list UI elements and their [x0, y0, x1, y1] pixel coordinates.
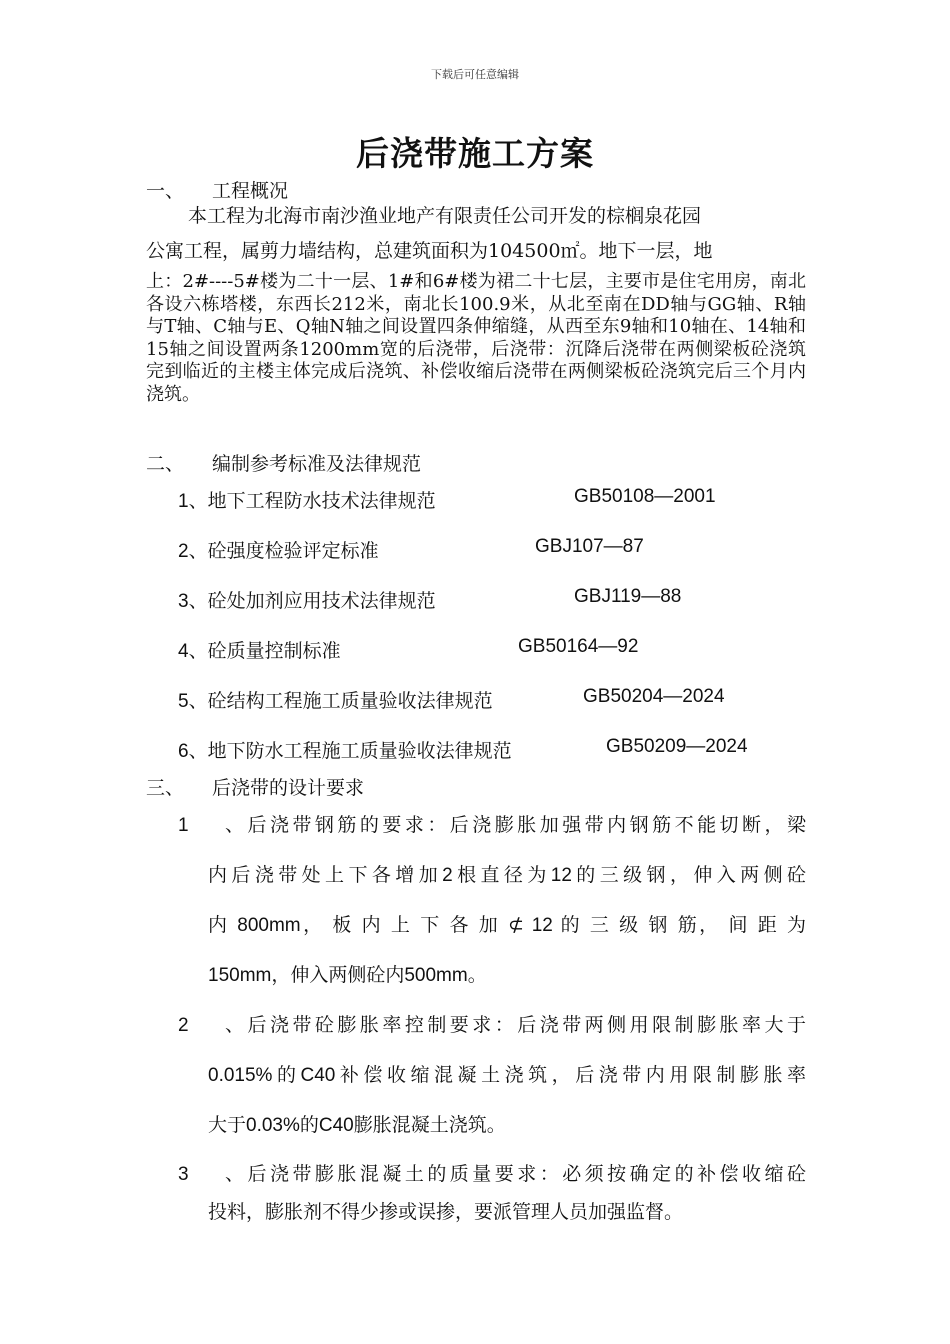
section-heading-overview — [146, 176, 288, 203]
standard-code: GB50209—2024 — [606, 736, 748, 757]
standard-item — [178, 536, 644, 563]
standard-code: GB50164—92 — [518, 636, 639, 657]
overview-text: 本工程为北海市南沙渔业地产有限责任公司开发的棕榈泉花园 — [188, 205, 702, 227]
section-label: 后浇带的设计要求 — [212, 777, 365, 799]
overview-line-1 — [146, 201, 806, 228]
overview-line-2: 公寓工程，属剪力墙结构，总建筑面积为104500㎡。地下一层，地 — [146, 240, 713, 262]
requirement-text: 后浇带钢筋的要求：后浇膨胀加强带内钢筋不能切断，梁 — [244, 815, 806, 836]
document-title: 后浇带施工方案 — [356, 134, 594, 173]
requirement-3-line-2: 投料，膨胀剂不得少掺或误掺，要派管理人员加强监督。 — [208, 1202, 684, 1223]
page-header-note: 下载后可任意编辑 — [431, 68, 519, 81]
standard-name: 6、地下防水工程施工质量验收法律规范 — [178, 741, 512, 762]
standard-item — [178, 736, 748, 763]
section-label: 编制参考标准及法律规范 — [212, 453, 422, 475]
section-number: 二、 — [146, 453, 185, 475]
standard-name: 5、砼结构工程施工质量验收法律规范 — [178, 691, 493, 712]
requirement-number: 1、 — [178, 815, 244, 836]
overview-body: 上：2#----5#楼为二十一层、1#和6#楼为裙二十七层，主要市是住宅用房，南北各设六栋塔楼，东西长212米，南北长100.9米，从北至南在DD轴与GG轴、R轴与T轴、C轴与E、Q轴N轴之间设置四条伸缩缝，从西至东9轴和10轴在、14轴和15轴之间设置两条1200mm宽的后浇带，后浇带：沉降后浇带在两侧梁板砼浇筑完到临近的主楼主体完成后浇筑、补偿收缩后浇带在两侧梁板砼浇筑完后三个月内浇筑。 — [146, 271, 806, 405]
section-number: 三、 — [146, 777, 185, 799]
section-heading-design-requirements — [146, 773, 364, 800]
requirement-number: 3、 — [178, 1164, 244, 1185]
standard-name: 1、地下工程防水技术法律规范 — [178, 491, 436, 512]
requirement-2-line-2: 0.015%的C40补偿收缩混凝土浇筑，后浇带内用限制膨胀率 — [208, 1065, 806, 1086]
requirement-1-line-2: 内后浇带处上下各增加2根直径为12的三级钢，伸入两侧砼 — [208, 865, 806, 886]
standard-name: 2、砼强度检验评定标准 — [178, 541, 379, 562]
requirement-text: 后浇带砼膨胀率控制要求：后浇带两侧用限制膨胀率大于 — [244, 1015, 806, 1036]
standard-item — [178, 586, 682, 613]
requirement-1-line-3: 内 800mm， 板 内 上 下 各 加 ⊄ 12 的 三 级 钢 筋， 间 距 为 — [208, 915, 806, 936]
section-label: 工程概况 — [212, 180, 289, 202]
requirement-2-line-1 — [178, 1010, 806, 1037]
standard-item — [178, 686, 725, 713]
standard-item — [178, 636, 639, 663]
standard-code: GB50204—2024 — [583, 686, 725, 707]
standard-name: 4、砼质量控制标准 — [178, 641, 341, 662]
requirement-1-line-4: 150mm，伸入两侧砼内500mm。 — [208, 965, 487, 986]
standard-item — [178, 486, 716, 513]
standard-code: GBJ107—87 — [535, 536, 644, 557]
requirement-text: 后浇带膨胀混凝土的质量要求：必须按确定的补偿收缩砼 — [244, 1164, 806, 1185]
standard-name: 3、砼处加剂应用技术法律规范 — [178, 591, 436, 612]
requirement-number: 2、 — [178, 1015, 244, 1036]
requirement-3-line-1 — [178, 1159, 806, 1186]
standard-code: GBJ119—88 — [574, 586, 682, 607]
requirement-2-line-3: 大于0.03%的C40膨胀混凝土浇筑。 — [208, 1115, 506, 1136]
section-number: 一、 — [146, 180, 185, 202]
requirement-1-line-1 — [178, 810, 806, 837]
standard-code: GB50108—2001 — [574, 486, 716, 507]
section-heading-standards — [146, 449, 421, 476]
